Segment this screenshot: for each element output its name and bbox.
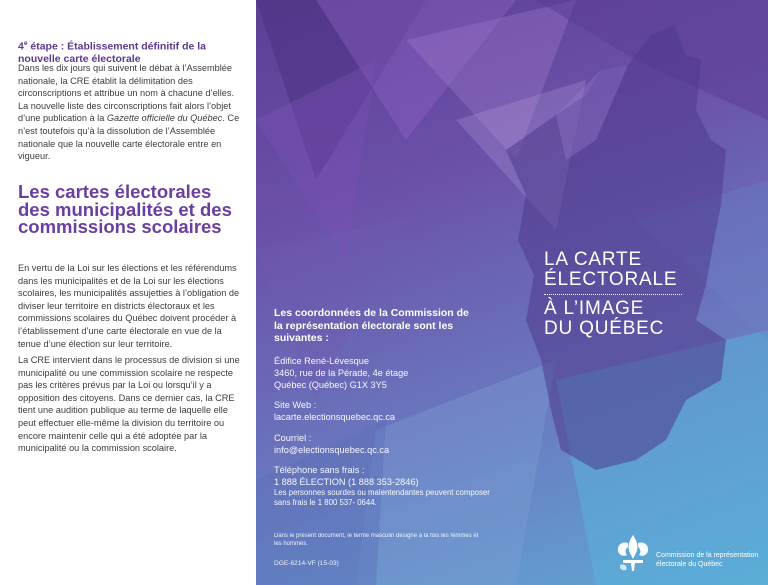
cover-title-line-1: LA CARTE — [544, 249, 642, 270]
contact-block — [274, 307, 474, 488]
step-4-body — [18, 62, 240, 163]
accessibility-note: Les personnes sourdes ou malentendantes peuvent composer sans frais le 1 800 537- 0644. — [274, 488, 490, 507]
email-link[interactable]: info@electionsquebec.qc.ca — [274, 444, 390, 455]
cover-title-line-2: ÉLECTORALE — [544, 269, 678, 290]
cover-title-line-4: DU QUÉBEC — [544, 318, 665, 339]
website-label: Site Web : — [274, 400, 317, 411]
step-4-title — [18, 38, 238, 65]
contact-title: Les coordonnées de la Commission de la représentation électorale sont les suivantes : — [274, 307, 469, 344]
commission-logo — [614, 533, 764, 577]
gazette-title: Gazette officielle du Québec — [106, 113, 223, 124]
logo-text: Commission de la représentation électorale du Québec — [656, 552, 759, 568]
step-body-part-b: . Ce n’est toutefois qu’à la dissolution de l’Assemblée nationale que la nouvelle carte électorale entre en vigueur. — [18, 113, 240, 162]
address-line-1: Édifice René-Lévesque — [274, 355, 369, 366]
dotted-divider — [544, 294, 682, 295]
step-body-part-a: Dans les dix jours qui suivent le débat à l’Assemblée nationale, la CRE établit la délimitation des circonscriptions et attribue un nom à chacune d’elles. La nouvelle liste des circonscriptions fait alors l’objet d’une publication à la — [18, 63, 235, 124]
document-code: DGE-6214-VF (15-03) — [274, 560, 339, 567]
step-number: 4 — [18, 40, 24, 53]
section-title: Les cartes électorales des municipalités et des commissions scolaires — [18, 181, 232, 237]
paragraph-cre: La CRE intervient dans le processus de division si une municipalité ou une commission scolaire ne respecte pas les critères prévus par la Loi ou lorsqu’il y a opposition des citoyens. Dans ce dernier cas, la CRE tient une audition publique au terme de laquelle elle peut effectuer elle-même la division du territoire ou encore maintenir celle qui a été adoptée par la municipalité ou la commission scolaire. — [18, 355, 240, 454]
phone-label: Téléphone sans frais : — [274, 464, 365, 475]
cover-panel — [256, 0, 768, 585]
cover-title-line-3: À L’IMAGE — [544, 298, 645, 319]
step-title-text: étape : Établissement définitif de la nouvelle carte électorale — [18, 40, 207, 65]
phone-number: 1 888 ÉLECTION (1 888 353-2846) — [274, 477, 419, 488]
cover-title — [544, 250, 694, 339]
step-number-suffix: e — [23, 40, 28, 47]
left-panel — [0, 0, 256, 585]
paragraph-law: En vertu de la Loi sur les élections et les référendums dans les municipalités et de la Loi sur les élections scolaires, les municipalités assujetties à l’obligation de diviser leur territoire en districts électoraux et les commissions scolaires du Québec doivent procéder à l’établissement d’une carte électorale en vue de la tenue d’une élection sur leur territoire. — [18, 263, 240, 349]
address-line-2: 3460, rue de la Pérade, 4e étage — [274, 367, 409, 378]
gender-note: Dans le présent document, le terme masculin désigne à la fois les femmes et les hommes. — [274, 533, 479, 547]
website-link[interactable]: lacarte.electionsquebec.qc.ca — [274, 412, 396, 423]
fleur-de-lis-icon — [614, 533, 652, 573]
address-line-3: Québec (Québec) G1X 3Y5 — [274, 379, 387, 390]
email-label: Courriel : — [274, 432, 312, 443]
